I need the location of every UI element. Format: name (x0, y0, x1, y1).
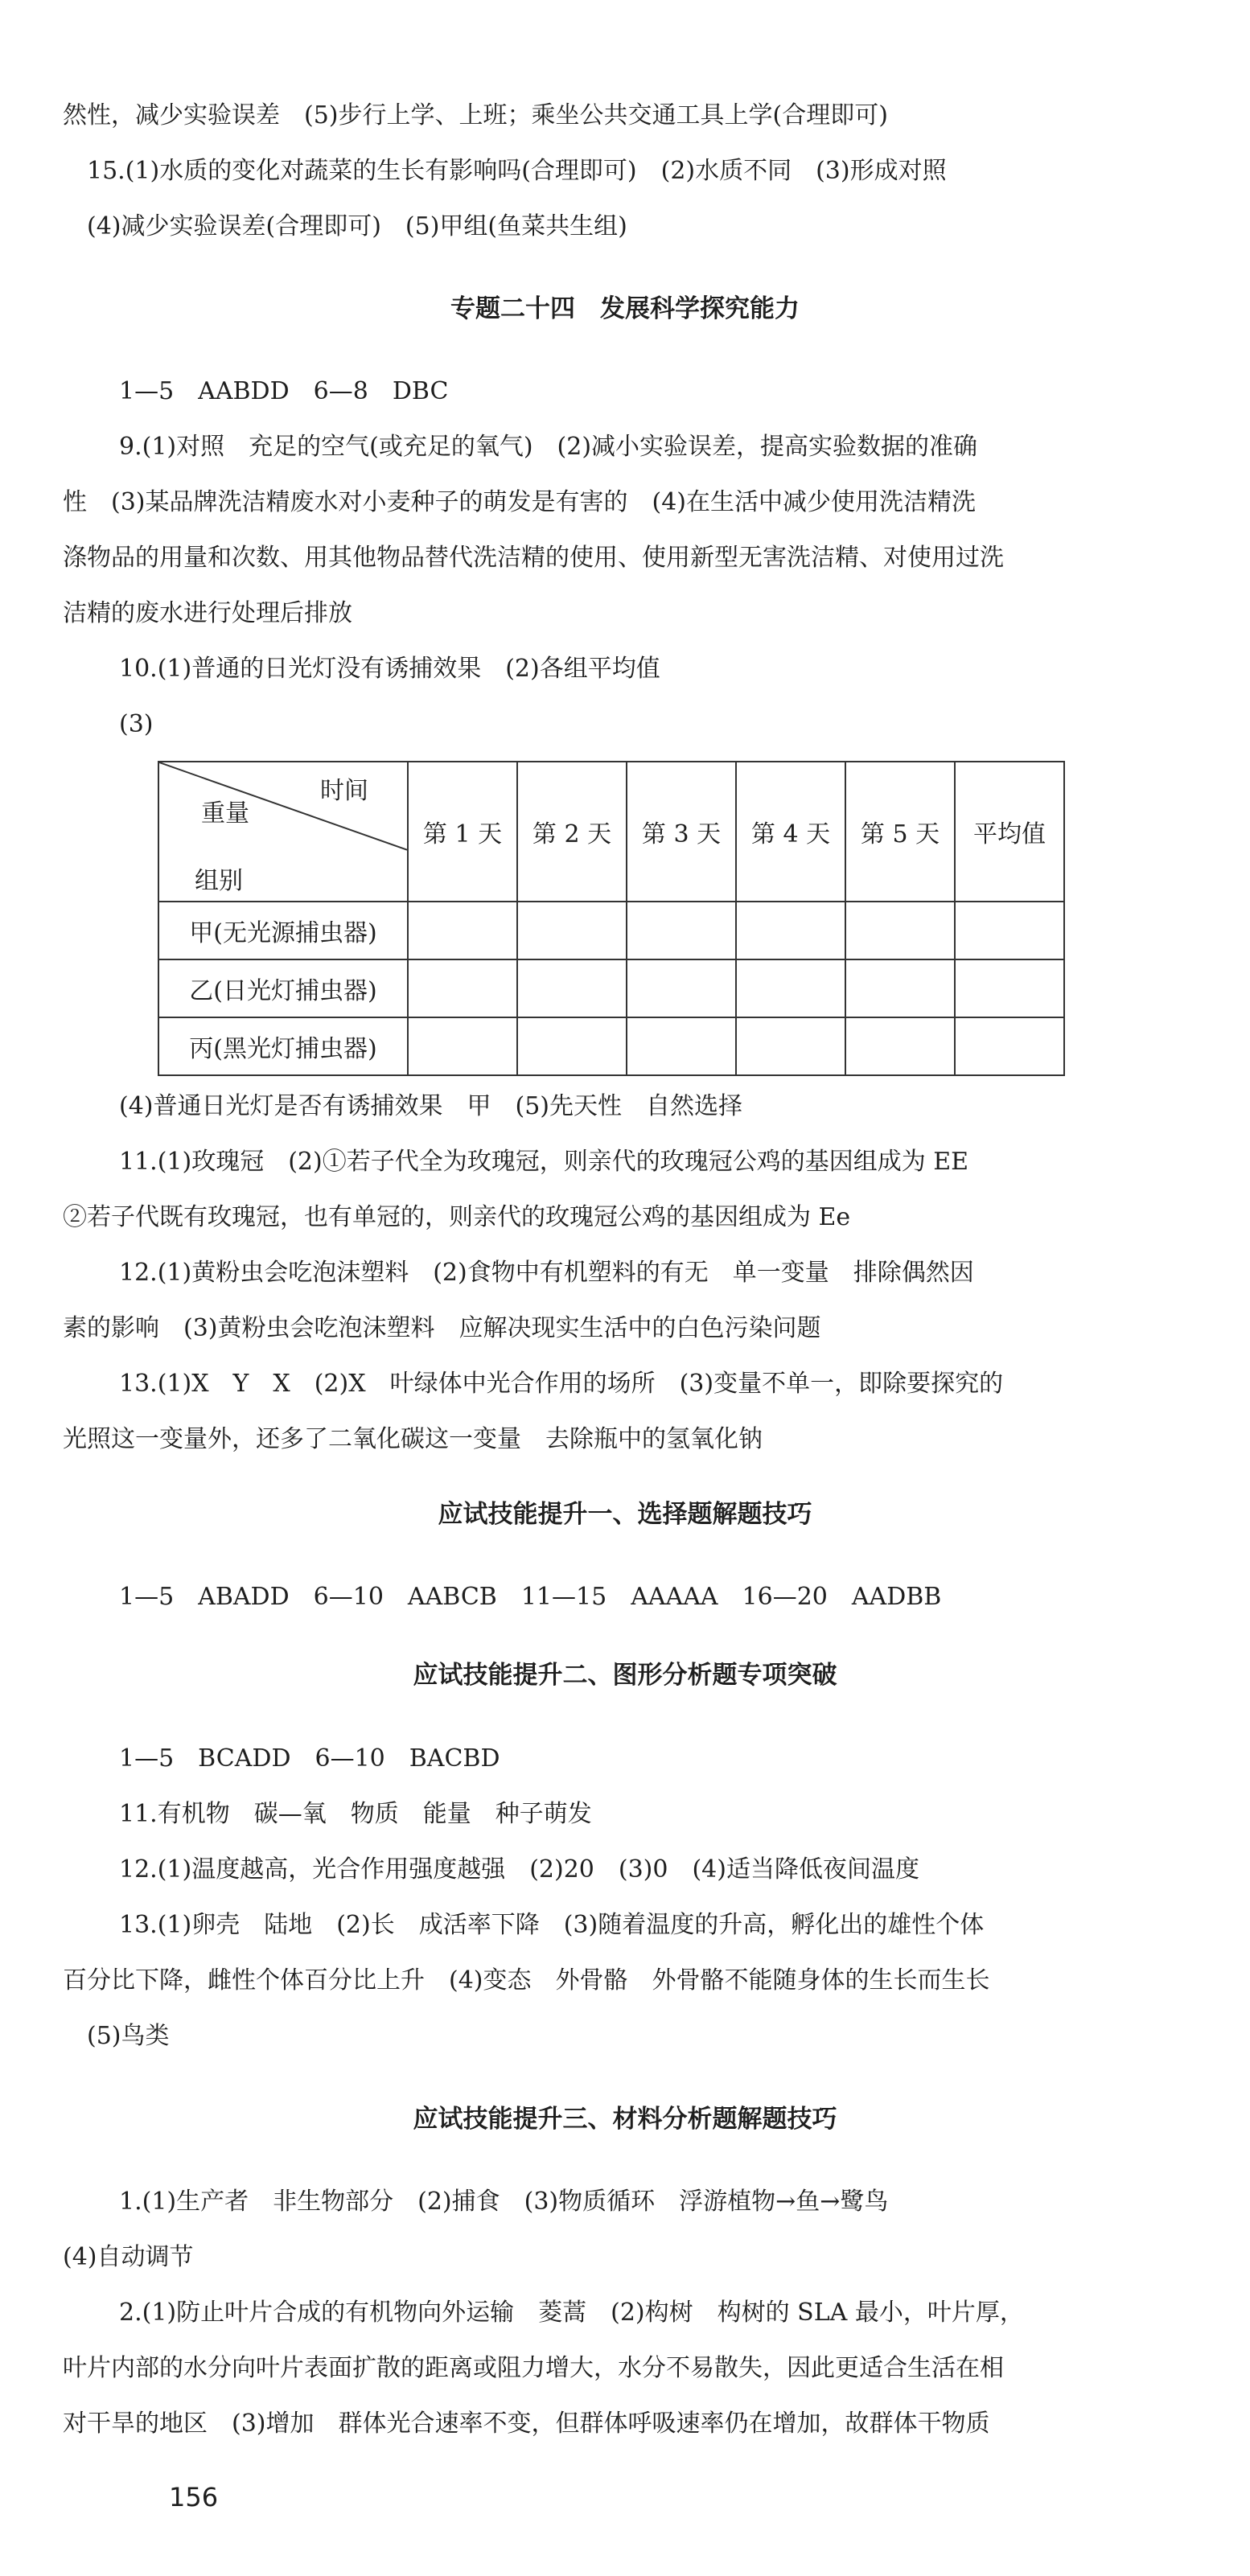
section-title: 应试技能提升一、选择题解题技巧 (438, 1500, 812, 1529)
table-cell (408, 959, 517, 1017)
table-corner-cell (158, 762, 408, 902)
text-line: 11.(1)玫瑰冠 (2)①若子代全为玫瑰冠，则亲代的玫瑰冠公鸡的基因组成为 EE (119, 1148, 969, 1176)
text-line: 10.(1)普通的日光灯没有诱捕效果 (2)各组平均值 (119, 655, 660, 683)
table-row (158, 959, 1064, 1017)
column-header: 第 4 天 (736, 762, 845, 902)
table-cell (627, 1017, 736, 1075)
text-line: 性 (3)某品牌洗洁精废水对小麦种子的萌发是有害的 (4)在生活中减少使用洗洁精洗 (63, 488, 976, 516)
column-header: 平均值 (955, 762, 1064, 902)
text-line: 1—5 AABDD 6—8 DBC (119, 377, 449, 405)
text-line: 1—5 ABADD 6—10 AABCB 11—15 AAAAA 16—20 AADBB (119, 1583, 942, 1611)
text-line: 12.(1)黄粉虫会吃泡沫塑料 (2)食物中有机塑料的有无 单一变量 排除偶然因 (119, 1259, 974, 1287)
text-line: 素的影响 (3)黄粉虫会吃泡沫塑料 应解决现实生活中的白色污染问题 (63, 1314, 821, 1342)
corner-label-time: 时间 (320, 777, 368, 805)
text-line: (4)普通日光灯是否有诱捕效果 甲 (5)先天性 自然选择 (119, 1092, 742, 1120)
text-line: 15.(1)水质的变化对蔬菜的生长有影响吗(合理即可) (2)水质不同 (3)形成对照 (87, 157, 947, 185)
table-cell (627, 959, 736, 1017)
text-line: 然性，减少实验误差 (5)步行上学、上班；乘坐公共交通工具上学(合理即可) (63, 101, 888, 129)
table-cell (955, 1017, 1064, 1075)
table-cell (627, 902, 736, 959)
table-cell (845, 959, 955, 1017)
text-line: 13.(1)卵壳 陆地 (2)长 成活率下降 (3)随着温度的升高，孵化出的雄性个体 (119, 1911, 985, 1939)
table-cell (955, 959, 1064, 1017)
column-header: 第 1 天 (408, 762, 517, 902)
text-line: 对干旱的地区 (3)增加 群体光合速率不变，但群体呼吸速率仍在增加，故群体干物质 (63, 2410, 990, 2438)
table-cell (736, 902, 845, 959)
table-row (158, 1017, 1064, 1075)
text-line: 洁精的废水进行处理后排放 (63, 599, 352, 627)
row-header: 甲(无光源捕虫器) (158, 902, 408, 959)
section-title: 应试技能提升三、材料分析题解题技巧 (413, 2105, 837, 2134)
section-title: 应试技能提升二、图形分析题专项突破 (413, 1661, 837, 1690)
column-header: 第 2 天 (517, 762, 627, 902)
table-cell (517, 959, 627, 1017)
text-line: 12.(1)温度越高，光合作用强度越强 (2)20 (3)0 (4)适当降低夜间温度 (119, 1855, 919, 1884)
table-cell (408, 902, 517, 959)
table-cell (845, 1017, 955, 1075)
table-cell (736, 959, 845, 1017)
text-line: (5)鸟类 (87, 2022, 170, 2050)
text-line: (3) (119, 710, 154, 738)
text-line: 9.(1)对照 充足的空气(或充足的氧气) (2)减小实验误差，提高实验数据的准确 (119, 433, 978, 461)
text-line: 百分比下降，雌性个体百分比上升 (4)变态 外骨骼 外骨骼不能随身体的生长而生长 (63, 1966, 990, 1995)
table-row (158, 902, 1064, 959)
text-line: 1—5 BCADD 6—10 BACBD (119, 1744, 500, 1773)
text-line: 叶片内部的水分向叶片表面扩散的距离或阻力增大，水分不易散失，因此更适合生活在相 (63, 2354, 1004, 2382)
text-line: 11.有机物 碳—氧 物质 能量 种子萌发 (119, 1800, 592, 1828)
table-cell (845, 902, 955, 959)
text-line: ②若子代既有玫瑰冠，也有单冠的，则亲代的玫瑰冠公鸡的基因组成为 Ee (63, 1203, 851, 1231)
page-number: 156 (169, 2482, 219, 2512)
text-line: 13.(1)X Y X (2)X 叶绿体中光合作用的场所 (3)变量不单一，即除要探究的 (119, 1370, 1004, 1398)
row-header: 乙(日光灯捕虫器) (158, 959, 408, 1017)
text-line: 1.(1)生产者 非生物部分 (2)捕食 (3)物质循环 浮游植物→鱼→鹭鸟 (119, 2188, 889, 2216)
section-title: 专题二十四 发展科学探究能力 (450, 294, 800, 323)
text-line: 涤物品的用量和次数、用其他物品替代洗洁精的使用、使用新型无害洗洁精、对使用过洗 (63, 544, 1004, 572)
table-cell (517, 902, 627, 959)
text-line: 2.(1)防止叶片合成的有机物向外运输 菱蒿 (2)构树 构树的 SLA 最小，叶片厚， (119, 2299, 1024, 2327)
text-line: (4)减少实验误差(合理即可) (5)甲组(鱼菜共生组) (87, 212, 627, 240)
table-cell (408, 1017, 517, 1075)
table-cell (955, 902, 1064, 959)
column-header: 第 5 天 (845, 762, 955, 902)
column-header: 第 3 天 (627, 762, 736, 902)
table-cell (517, 1017, 627, 1075)
table-cell (736, 1017, 845, 1075)
corner-label-group: 组别 (195, 867, 243, 895)
text-line: 光照这一变量外，还多了二氧化碳这一变量 去除瓶中的氢氧化钠 (63, 1425, 763, 1453)
corner-label-weight: 重量 (201, 799, 249, 828)
data-table (158, 761, 1065, 1076)
row-header: 丙(黑光灯捕虫器) (158, 1017, 408, 1075)
text-line: (4)自动调节 (63, 2243, 194, 2271)
